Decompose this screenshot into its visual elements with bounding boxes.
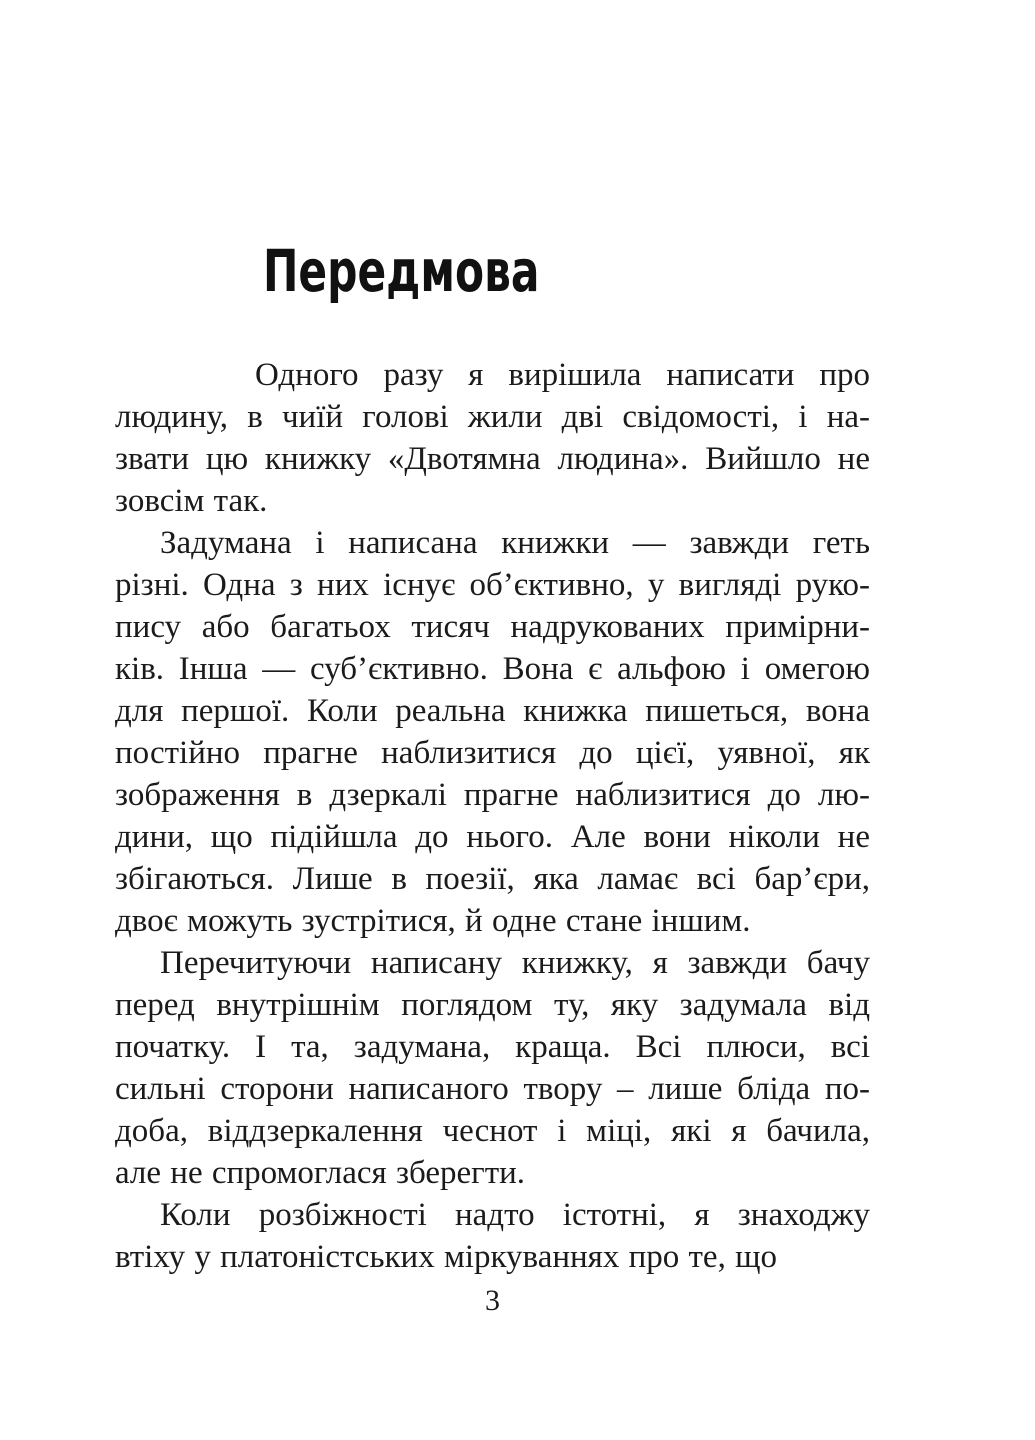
text-line: Коли розбіжності надто істотні, я знаходжу: [160, 1197, 870, 1233]
text-line: доба, віддзеркалення чеснот і міці, які я бачила,: [115, 1113, 870, 1149]
page-content: [115, 237, 870, 1317]
text-line: Перечитуючи написану книжку, я завжди бачу: [160, 945, 870, 981]
text-line: Одного разу я вирішила написати про: [255, 357, 870, 393]
text-line: звати цю книжку «Двотямна людина». Вийшло не: [115, 441, 870, 477]
text-line: зовсім так.: [115, 483, 268, 519]
text-line: ків. Інша — суб’єктивно. Вона є альфою і омегою: [115, 651, 870, 687]
text-line: дини, що підійшла до нього. Але вони ніколи не: [115, 819, 870, 855]
text-line: постійно прагне наблизитися до цієї, уявної, як: [115, 735, 870, 771]
text-line: але не спромоглася зберегти.: [115, 1155, 526, 1191]
text-line: збігаються. Лише в поезії, яка ламає всі бар’єри,: [115, 861, 870, 897]
text-line: зображення в дзеркалі прагне наблизитися до лю-: [115, 777, 870, 813]
text-line: різні. Одна з них існує об’єктивно, у вигляді руко-: [115, 567, 870, 603]
text-line: початку. І та, задумана, краща. Всі плюси, всі: [115, 1029, 870, 1065]
text-line: людину, в чиїй голові жили дві свідомості, і на-: [115, 399, 870, 435]
text-line: перед внутрішнім поглядом ту, яку задумала від: [115, 987, 870, 1023]
text-line: двоє можуть зустрітися, й одне стане іншим.: [115, 903, 751, 939]
body-text: [115, 354, 870, 1278]
page-number: 3: [485, 1284, 500, 1317]
text-line: для першої. Коли реальна книжка пишеться, вона: [115, 693, 870, 729]
text-line: Задумана і написана книжки — завжди геть: [160, 525, 870, 561]
text-line: втіху у платоністських міркуваннях про те, що: [115, 1239, 777, 1275]
text-line: пису або багатьох тисяч надрукованих примірни-: [115, 609, 870, 645]
page-title: Передмова: [263, 237, 540, 305]
text-line: сильні сторони написаного твору – лише бліда по-: [115, 1071, 870, 1107]
